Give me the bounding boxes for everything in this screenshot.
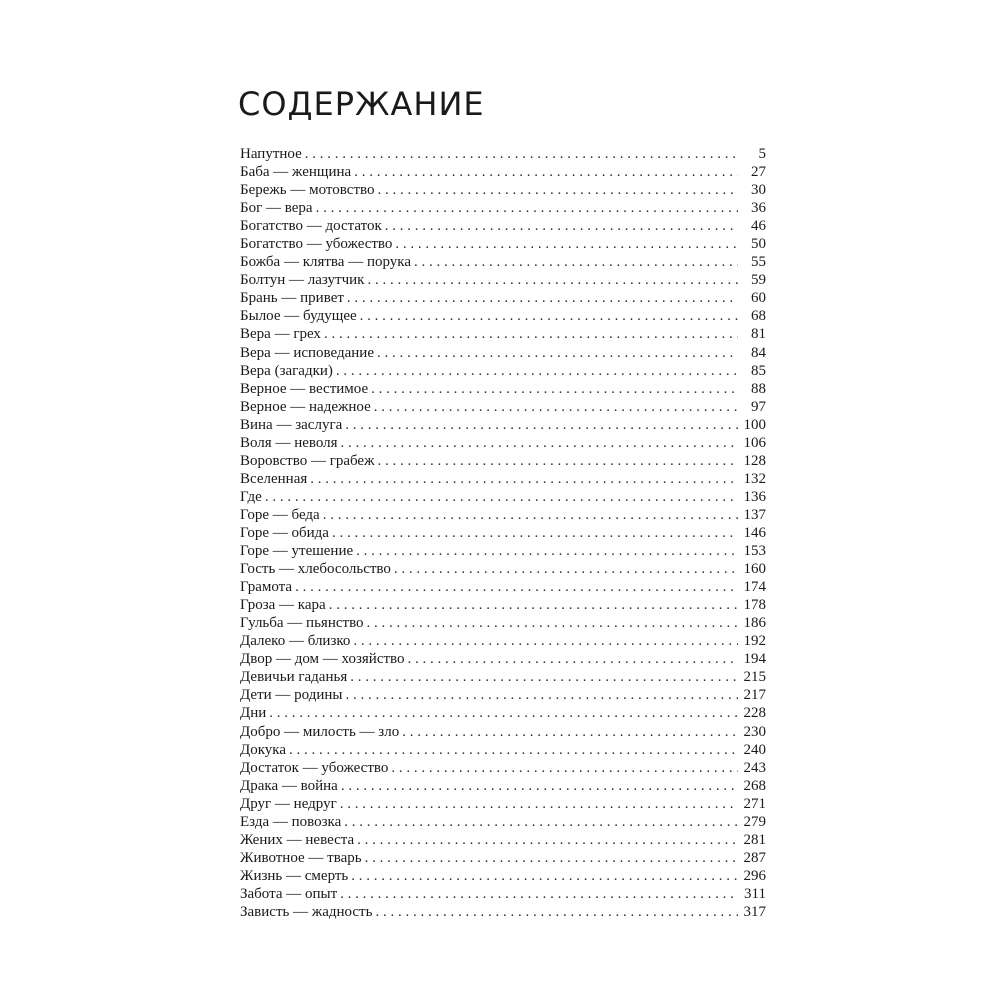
toc-dot-leader bbox=[371, 380, 738, 398]
toc-entry bbox=[240, 578, 766, 596]
toc-entry-title: Бережь — мотовство bbox=[240, 182, 375, 199]
toc-entry-title: Забота — опыт bbox=[240, 885, 338, 902]
toc-entry-title: Жених — невеста bbox=[240, 831, 355, 848]
toc-entry-title: Богатство — достаток bbox=[240, 218, 382, 235]
toc-entry-page-number: 100 bbox=[743, 416, 766, 433]
toc-entry bbox=[240, 560, 766, 578]
toc-entry-page-number: 160 bbox=[743, 561, 766, 578]
toc-entry bbox=[240, 614, 766, 632]
toc-entry-title: Гость — хлебосольство bbox=[240, 561, 391, 578]
toc-entry-page-number: 317 bbox=[743, 903, 766, 920]
toc-dot-leader bbox=[344, 813, 738, 831]
toc-entry-page-number: 60 bbox=[751, 290, 766, 307]
toc-dot-leader bbox=[345, 416, 738, 434]
toc-dot-leader bbox=[367, 271, 738, 289]
toc-entry bbox=[240, 344, 766, 362]
toc-entry bbox=[240, 813, 766, 831]
toc-dot-leader bbox=[394, 560, 738, 578]
toc-entry-page-number: 30 bbox=[751, 182, 766, 199]
toc-entry bbox=[240, 704, 766, 722]
toc-dot-leader bbox=[367, 614, 738, 632]
toc-entry-page-number: 279 bbox=[743, 813, 766, 830]
toc-entry bbox=[240, 289, 766, 307]
toc-entry-title: Богатство — убожество bbox=[240, 236, 393, 253]
toc-dot-leader bbox=[354, 163, 738, 181]
toc-dot-leader bbox=[365, 849, 738, 867]
toc-entry bbox=[240, 398, 766, 416]
toc-entry bbox=[240, 632, 766, 650]
toc-dot-leader bbox=[336, 362, 738, 380]
toc-entry bbox=[240, 668, 766, 686]
toc-entry bbox=[240, 217, 766, 235]
toc-entry-title: Вера — исповедание bbox=[240, 344, 374, 361]
toc-entry-page-number: 192 bbox=[743, 633, 766, 650]
toc-dot-leader bbox=[351, 867, 738, 885]
toc-entry-title: Верное — надежное bbox=[240, 398, 371, 415]
toc-dot-leader bbox=[324, 325, 738, 343]
toc-entry bbox=[240, 723, 766, 741]
toc-entry-page-number: 194 bbox=[743, 651, 766, 668]
toc-entry-title: Былое — будущее bbox=[240, 308, 357, 325]
toc-entry-title: Далеко — близко bbox=[240, 633, 351, 650]
toc-dot-leader bbox=[353, 632, 738, 650]
toc-entry bbox=[240, 380, 766, 398]
page-title: СОДЕРЖАНИЕ bbox=[238, 85, 485, 123]
toc-entry bbox=[240, 470, 766, 488]
toc-entry-page-number: 243 bbox=[743, 759, 766, 776]
toc-entry-title: Добро — милость — зло bbox=[240, 723, 400, 740]
toc-dot-leader bbox=[340, 885, 738, 903]
toc-entry bbox=[240, 795, 766, 813]
toc-dot-leader bbox=[346, 686, 739, 704]
toc-entry bbox=[240, 452, 766, 470]
toc-entry-page-number: 215 bbox=[743, 669, 766, 686]
toc-entry-title: Брань — привет bbox=[240, 290, 344, 307]
toc-entry-page-number: 268 bbox=[743, 777, 766, 794]
toc-dot-leader bbox=[357, 831, 738, 849]
toc-entry-title: Друг — недруг bbox=[240, 795, 337, 812]
toc-entry-page-number: 106 bbox=[743, 434, 766, 451]
toc-entry-page-number: 132 bbox=[743, 470, 766, 487]
toc-entry-title: Верное — вестимое bbox=[240, 380, 369, 397]
toc-entry-page-number: 281 bbox=[743, 831, 766, 848]
toc-entry-page-number: 311 bbox=[744, 885, 766, 902]
toc-dot-leader bbox=[356, 542, 738, 560]
toc-dot-leader bbox=[377, 452, 738, 470]
toc-entry-page-number: 287 bbox=[743, 849, 766, 866]
toc-entry-title: Животное — тварь bbox=[240, 849, 362, 866]
toc-entry bbox=[240, 506, 766, 524]
toc-entry bbox=[240, 488, 766, 506]
toc-dot-leader bbox=[402, 723, 738, 741]
toc-entry bbox=[240, 199, 766, 217]
toc-dot-leader bbox=[323, 506, 738, 524]
toc-entry bbox=[240, 434, 766, 452]
toc-dot-leader bbox=[341, 777, 738, 795]
toc-entry bbox=[240, 686, 766, 704]
toc-entry bbox=[240, 759, 766, 777]
toc-dot-leader bbox=[350, 668, 738, 686]
toc-dot-leader bbox=[414, 253, 738, 271]
toc-entry bbox=[240, 903, 766, 921]
toc-dot-leader bbox=[289, 741, 738, 759]
toc-entry-title: Гроза — кара bbox=[240, 597, 326, 614]
toc-entry-title: Воля — неволя bbox=[240, 434, 338, 451]
toc-entry bbox=[240, 650, 766, 668]
toc-dot-leader bbox=[391, 759, 738, 777]
toc-entry-title: Болтун — лазутчик bbox=[240, 272, 365, 289]
toc-entry-page-number: 36 bbox=[751, 200, 766, 217]
toc-dot-leader bbox=[395, 235, 738, 253]
toc-entry-title: Докука bbox=[240, 741, 287, 758]
toc-entry-page-number: 46 bbox=[751, 218, 766, 235]
toc-entry-page-number: 84 bbox=[751, 344, 766, 361]
toc-entry-title: Дни bbox=[240, 705, 267, 722]
toc-dot-leader bbox=[360, 307, 738, 325]
toc-entry-page-number: 186 bbox=[743, 615, 766, 632]
toc-entry-title: Грамота bbox=[240, 579, 293, 596]
toc-entry-title: Езда — повозка bbox=[240, 813, 342, 830]
toc-dot-leader bbox=[385, 217, 738, 235]
toc-entry bbox=[240, 416, 766, 434]
toc-dot-leader bbox=[408, 650, 738, 668]
toc-entry-title: Горе — утешение bbox=[240, 543, 354, 560]
toc-entry-page-number: 230 bbox=[743, 723, 766, 740]
toc-entry bbox=[240, 849, 766, 867]
toc-entry-title: Вера — грех bbox=[240, 326, 321, 343]
toc-dot-leader bbox=[305, 145, 738, 163]
toc-entry-page-number: 85 bbox=[751, 362, 766, 379]
toc-entry bbox=[240, 181, 766, 199]
toc-dot-leader bbox=[329, 596, 738, 614]
toc-entry-page-number: 217 bbox=[743, 687, 766, 704]
toc-entry-page-number: 5 bbox=[758, 146, 766, 162]
toc-entry-title: Девичьи гаданья bbox=[240, 669, 348, 686]
toc-entry-page-number: 271 bbox=[743, 795, 766, 812]
toc-entry-title: Вселенная bbox=[240, 470, 308, 487]
toc-entry bbox=[240, 145, 766, 163]
toc-entry-page-number: 228 bbox=[743, 705, 766, 722]
toc-dot-leader bbox=[310, 470, 738, 488]
toc-dot-leader bbox=[377, 181, 738, 199]
toc-entry-page-number: 136 bbox=[743, 488, 766, 505]
toc-entry-page-number: 146 bbox=[743, 524, 766, 541]
toc-entry-page-number: 128 bbox=[743, 452, 766, 469]
toc-entry bbox=[240, 307, 766, 325]
toc-entry-title: Воровство — грабеж bbox=[240, 452, 375, 469]
toc-entry-title: Бог — вера bbox=[240, 200, 313, 217]
toc-entry-title: Достаток — убожество bbox=[240, 759, 389, 776]
toc-dot-leader bbox=[340, 795, 738, 813]
toc-dot-leader bbox=[265, 488, 738, 506]
toc-entry-page-number: 153 bbox=[743, 543, 766, 560]
toc-entry-title: Где bbox=[240, 488, 262, 505]
toc-dot-leader bbox=[316, 199, 738, 217]
toc-entry-title: Напутное bbox=[240, 146, 302, 162]
toc-entry-page-number: 178 bbox=[743, 597, 766, 614]
toc-entry bbox=[240, 524, 766, 542]
toc-dot-leader bbox=[374, 398, 738, 416]
toc-entry-title: Божба — клятва — порука bbox=[240, 254, 412, 271]
toc-entry bbox=[240, 542, 766, 560]
toc-entry-title: Жизнь — смерть bbox=[240, 867, 349, 884]
toc-entry-title: Вера (загадки) bbox=[240, 362, 333, 379]
toc-entry-page-number: 137 bbox=[743, 506, 766, 523]
toc-entry bbox=[240, 271, 766, 289]
toc-entry bbox=[240, 831, 766, 849]
toc-entry bbox=[240, 885, 766, 903]
toc-entry-page-number: 88 bbox=[751, 380, 766, 397]
toc-entry-title: Драка — война bbox=[240, 777, 338, 794]
toc-entry-title: Двор — дом — хозяйство bbox=[240, 651, 405, 668]
toc-entry bbox=[240, 867, 766, 885]
toc-dot-leader bbox=[295, 578, 738, 596]
toc-entry-title: Горе — беда bbox=[240, 506, 320, 523]
toc-entry bbox=[240, 163, 766, 181]
toc-entry-page-number: 174 bbox=[743, 579, 766, 596]
toc-entry bbox=[240, 235, 766, 253]
toc-entry-page-number: 68 bbox=[751, 308, 766, 325]
toc-entry-title: Зависть — жадность bbox=[240, 903, 373, 920]
toc-entry bbox=[240, 253, 766, 271]
table-of-contents bbox=[240, 145, 766, 921]
toc-dot-leader bbox=[332, 524, 738, 542]
toc-entry bbox=[240, 596, 766, 614]
toc-entry-page-number: 55 bbox=[751, 254, 766, 271]
toc-dot-leader bbox=[347, 289, 738, 307]
toc-entry bbox=[240, 777, 766, 795]
toc-dot-leader bbox=[341, 434, 738, 452]
toc-entry bbox=[240, 362, 766, 380]
toc-entry-page-number: 97 bbox=[751, 398, 766, 415]
toc-entry-title: Баба — женщина bbox=[240, 164, 352, 181]
toc-entry bbox=[240, 741, 766, 759]
toc-entry-title: Горе — обида bbox=[240, 524, 329, 541]
toc-entry bbox=[240, 325, 766, 343]
toc-entry-page-number: 59 bbox=[751, 272, 766, 289]
toc-entry-title: Вина — заслуга bbox=[240, 416, 343, 433]
toc-entry-page-number: 296 bbox=[743, 867, 766, 884]
toc-entry-page-number: 240 bbox=[743, 741, 766, 758]
toc-dot-leader bbox=[377, 344, 738, 362]
toc-dot-leader bbox=[375, 903, 738, 921]
toc-entry-page-number: 50 bbox=[751, 236, 766, 253]
toc-entry-page-number: 27 bbox=[751, 164, 766, 181]
toc-entry-title: Гульба — пьянство bbox=[240, 615, 364, 632]
toc-entry-page-number: 81 bbox=[751, 326, 766, 343]
toc-dot-leader bbox=[269, 704, 738, 722]
toc-entry-title: Дети — родины bbox=[240, 687, 343, 704]
